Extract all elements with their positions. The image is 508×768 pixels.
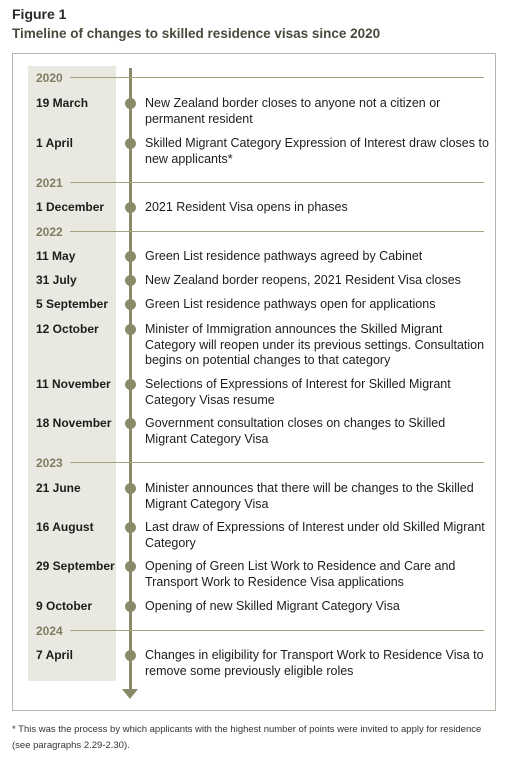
event-dot-icon: [125, 324, 136, 335]
event-date: 11 May: [36, 249, 76, 263]
event-date: 9 October: [36, 599, 93, 613]
event-date: 16 August: [36, 520, 94, 534]
footnote: * This was the process by which applicants with the highest number of points were invited to apply for residence (see paragraphs 2.29-2.30).: [12, 724, 482, 751]
year-label-2022: 2022: [36, 225, 63, 239]
year-rule: [70, 77, 484, 78]
event-text: Last draw of Expressions of Interest under old Skilled Migrant Category: [145, 520, 485, 550]
event-date: 21 June: [36, 481, 81, 495]
event-dot-icon: [125, 601, 136, 612]
event-dot-icon: [125, 522, 136, 533]
event-text: Minister of Immigration announces the Skilled Migrant Category will reopen under its previous settings. Consultation begins on potential changes to that category: [145, 322, 485, 367]
year-rule: [70, 231, 484, 232]
event-text: Opening of Green List Work to Residence and Care and Transport Work to Residence Visa applications: [145, 559, 456, 589]
event-dot-icon: [125, 379, 136, 390]
year-label-2024: 2024: [36, 624, 63, 638]
event-text: New Zealand border closes to anyone not a citizen or permanent resident: [145, 96, 441, 126]
event-text: 2021 Resident Visa opens in phases: [145, 200, 348, 214]
event-text: Skilled Migrant Category Expression of Interest draw closes to new applicants*: [145, 136, 489, 166]
figure-title: Timeline of changes to skilled residence visas since 2020: [12, 26, 381, 41]
event-date: 11 November: [36, 377, 111, 391]
year-rule: [70, 630, 484, 631]
event-dot-icon: [125, 561, 136, 572]
timeline-arrow-icon: [122, 689, 138, 699]
event-dot-icon: [125, 650, 136, 661]
event-text: Minister announces that there will be changes to the Skilled Migrant Category Visa: [145, 481, 474, 511]
event-date: 19 March: [36, 96, 89, 110]
event-dot-icon: [125, 275, 136, 286]
event-text: Green List residence pathways agreed by Cabinet: [145, 249, 423, 263]
event-text: Opening of new Skilled Migrant Category Visa: [145, 599, 400, 613]
event-dot-icon: [125, 251, 136, 262]
event-date: 5 September: [36, 297, 109, 311]
year-label-2021: 2021: [36, 176, 63, 190]
event-dot-icon: [125, 98, 136, 109]
year-label-2023: 2023: [36, 456, 63, 470]
event-dot-icon: [125, 138, 136, 149]
year-rule: [70, 182, 484, 183]
event-text: Green List residence pathways open for applications: [145, 297, 436, 311]
event-date: 1 December: [36, 200, 105, 214]
date-column-background: [28, 66, 116, 681]
event-text: Selections of Expressions of Interest for Skilled Migrant Category Visas resume: [145, 377, 451, 407]
year-rule: [70, 462, 484, 463]
event-date: 18 November: [36, 416, 112, 430]
event-date: 1 April: [36, 136, 73, 150]
event-dot-icon: [125, 202, 136, 213]
event-dot-icon: [125, 299, 136, 310]
event-dot-icon: [125, 418, 136, 429]
event-date: 29 September: [36, 559, 115, 573]
event-text: Government consultation closes on changes to Skilled Migrant Category Visa: [145, 416, 446, 446]
year-label-2020: 2020: [36, 71, 63, 85]
event-dot-icon: [125, 483, 136, 494]
event-date: 7 April: [36, 648, 73, 662]
event-text: Changes in eligibility for Transport Work to Residence Visa to remove some previously eligible roles: [145, 648, 484, 678]
event-date: 12 October: [36, 322, 99, 336]
figure-label: Figure 1: [12, 6, 67, 22]
event-text: New Zealand border reopens, 2021 Resident Visa closes: [145, 273, 461, 287]
event-date: 31 July: [36, 273, 77, 287]
